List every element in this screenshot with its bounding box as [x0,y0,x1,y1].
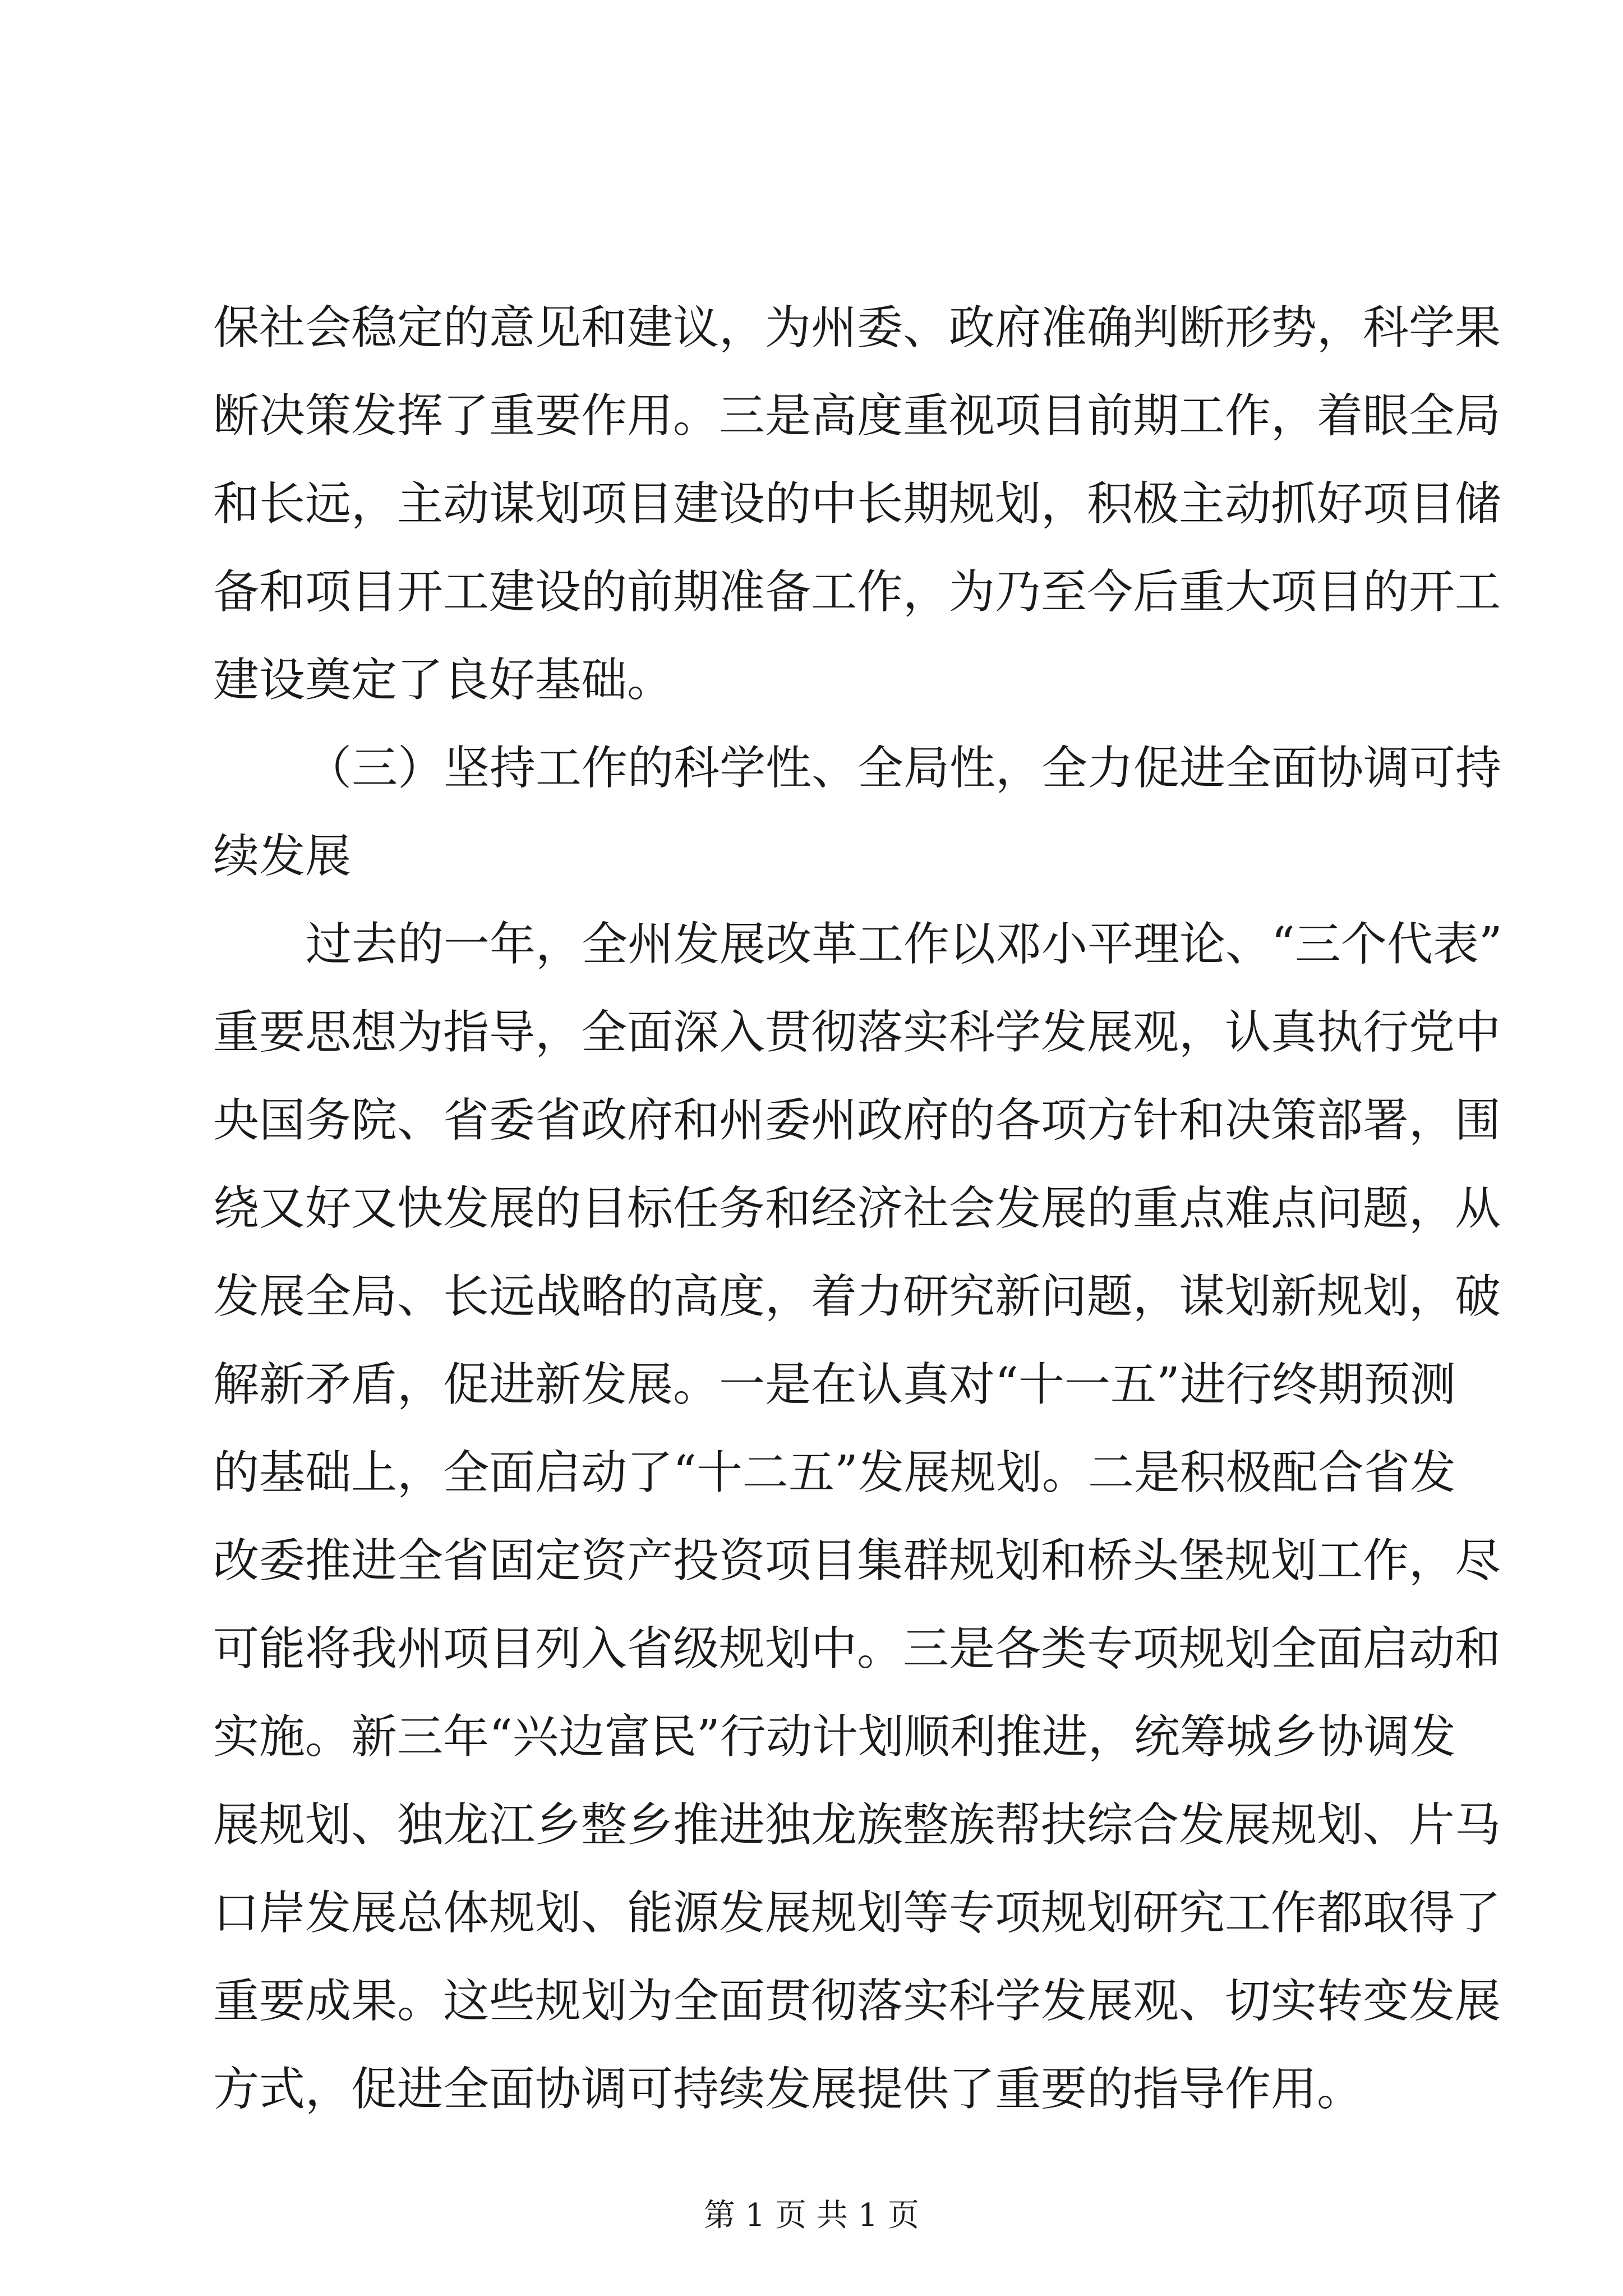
page-number-footer: 第 1 页 共 1 页 [703,2197,920,2234]
paragraph-line: 改委推进全省固定资产投资项目集群规划和桥头堡规划工作，尽 [213,1534,1501,1588]
paragraph-line: 展规划、独龙江乡整乡推进独龙族整族帮扶综合发展规划、片马 [213,1798,1501,1852]
paragraph-line: 保社会稳定的意见和建议，为州委、政府准确判断形势，科学果 [213,301,1501,355]
paragraph-line: 断决策发挥了重要作用。三是高度重视项目前期工作，着眼全局 [213,389,1501,443]
paragraph-line: 过去的一年，全州发展改革工作以邓小平理论、“三个代表” [306,918,1502,971]
paragraph-line: 建设奠定了良好基础。 [213,654,674,707]
paragraph-line: 解新矛盾，促进新发展。一是在认真对“十一五”进行终期预测 [213,1358,1456,1411]
paragraph-line: 重要思想为指导，全面深入贯彻落实科学发展观，认真执行党中 [213,1006,1501,1059]
paragraph-line: 绕又好又快发展的目标任务和经济社会发展的重点难点问题，从 [213,1182,1501,1235]
paragraph-line: 重要成果。这些规划为全面贯彻落实科学发展观、切实转变发展 [213,1975,1501,2028]
paragraph-line: 方式，促进全面协调可持续发展提供了重要的指导作用。 [213,2063,1363,2116]
paragraph-line: 和长远，主动谋划项目建设的中长期规划，积极主动抓好项目储 [213,477,1501,531]
section-heading-line: （三）坚持工作的科学性、全局性，全力促进全面协调可持 [306,742,1502,795]
paragraph-line: 可能将我州项目列入省级规划中。三是各类专项规划全面启动和 [213,1622,1501,1676]
paragraph-line: 口岸发展总体规划、能源发展规划等专项规划研究工作都取得了 [213,1887,1501,1940]
paragraph-line: 备和项目开工建设的前期准备工作，为乃至今后重大项目的开工 [213,565,1501,619]
section-heading-line: 续发展 [213,830,352,883]
paragraph-line: 发展全局、长远战略的高度，着力研究新问题，谋划新规划，破 [213,1270,1501,1323]
paragraph-line: 实施。新三年“兴边富民”行动计划顺利推进，统筹城乡协调发 [213,1710,1456,1764]
paragraph-line: 央国务院、省委省政府和州委州政府的各项方针和决策部署，围 [213,1094,1501,1147]
paragraph-line: 的基础上，全面启动了“十二五”发展规划。二是积极配合省发 [213,1446,1456,1499]
